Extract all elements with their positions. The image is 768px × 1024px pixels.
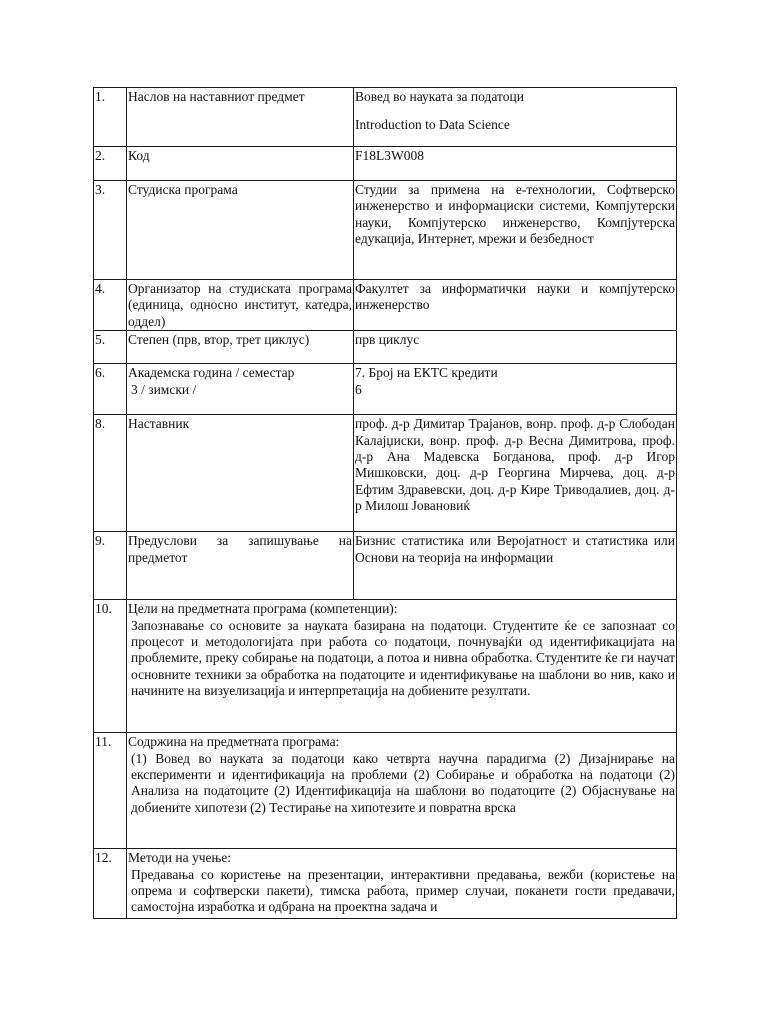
row-value: F18L3W008: [354, 147, 677, 181]
section-body: Предавања со користење на презентации, интерактивни предавања, вежби (користење на опрема и софтверски пакети), тимска работа, пример случаи, поканети гости предавачи, самостојна изработка и одбрана на проектна задача и: [131, 866, 675, 915]
row-value: [354, 364, 677, 415]
row-number: 8.: [94, 415, 127, 532]
section-heading: Методи на учење:: [128, 850, 231, 866]
row-number: 1.: [94, 88, 127, 147]
table-row: [94, 331, 677, 364]
table-row: [94, 532, 677, 600]
row-label: Код: [127, 147, 354, 181]
table-row: [94, 849, 677, 919]
row-number: 12.: [94, 849, 127, 919]
row-label: [127, 364, 354, 415]
table-row: [94, 88, 677, 147]
row-number: 11.: [94, 733, 127, 849]
row-number: 6.: [94, 364, 127, 415]
row-label: Наслов на наставниот предмет: [127, 88, 354, 147]
row-number: 2.: [94, 147, 127, 181]
row-value: Бизнис статистика или Веројатност и статистика или Основи на теорија на информации: [354, 532, 677, 600]
table-row: [94, 364, 677, 415]
table-row: [94, 181, 677, 280]
table-row: [94, 600, 677, 733]
table-row: [94, 733, 677, 849]
row-value: прв циклус: [354, 331, 677, 364]
section-body: Запознавање со основите за науката базирана на податоци. Студентите ќе се запознаат со процесот и методологијата при работа со податоци, почнувајќи од идентификацијата на проблемите, преку собирање на податоци, а потоа и нивна обработка. Студентите ќе ги научат основните техники за обработка на податоците и идентификување на шаблони во нив, како и начините на визуелизација и интерпретација на добиените резултати.: [131, 617, 675, 699]
row-content: [127, 733, 677, 849]
row-value: Студии за примена на е-технологии, Софтверско инженерство и информациски системи, Компјутерски науки, Компјутерско инженерство, Компјутерска едукација, Интернет, мрежи и безбедност: [354, 181, 677, 280]
row-value: [354, 88, 677, 147]
row-label: Предуслови за запишување на предметот: [127, 532, 354, 600]
row-label: Степен (прв, втор, трет циклус): [127, 331, 354, 364]
semester-value: 3 / зимски /: [131, 381, 197, 397]
table-row: [94, 280, 677, 331]
ects-label: 7. Број на ЕКТС кредити: [355, 365, 498, 381]
academic-year-label: Академска година / семестар: [128, 365, 295, 381]
row-number: 4.: [94, 280, 127, 331]
row-number: 5.: [94, 331, 127, 364]
course-title-en: Introduction to Data Science: [355, 117, 510, 133]
row-label: Наставник: [127, 415, 354, 532]
table-row: [94, 415, 677, 532]
row-number: 3.: [94, 181, 127, 280]
course-syllabus-table: [93, 87, 677, 919]
row-number: 9.: [94, 532, 127, 600]
row-label: Организатор на студиската програма (единица, односно институт, катедра, оддел): [128, 281, 352, 329]
section-heading: Цели на предметната програма (компетенции):: [128, 601, 398, 617]
row-value: Факултет за информатички науки и компјутерско инженерство: [354, 280, 677, 331]
row-content: [127, 849, 677, 919]
row-content: [127, 600, 677, 733]
row-number: 10.: [94, 600, 127, 733]
table-row: [94, 147, 677, 181]
row-label: Студиска програма: [127, 181, 354, 280]
course-title-mk: Вовед во науката за податоци: [355, 89, 524, 104]
row-value: проф. д-р Димитар Трајанов, вонр. проф. д-р Слободан Калајџиски, вонр. проф. д-р Весна Димитрова, проф. д-р Ана Мадевска Богданова, проф. д-р Игор Мишковски, доц. д-р Георгина Мирчева, доц. д-р Ефтим Здравевски, доц. д-р Кире Триводалиев, доц. д-р Милош Јовановиќ: [354, 415, 677, 532]
section-body: (1) Вовед во науката за податоци како четврта научна парадигма (2) Дизајнирање на експерименти и идентификација на проблеми (2) Собирање и обработка на податоци (2) Анализа на податоците (2) Идентификација на шаблони во податоците (2) Објаснување на добиените хипотези (2) Тестирање на хипотезите и повратна врска: [131, 750, 675, 815]
ects-value: 6: [355, 381, 362, 397]
section-heading: Содржина на предметната програма:: [128, 734, 340, 750]
